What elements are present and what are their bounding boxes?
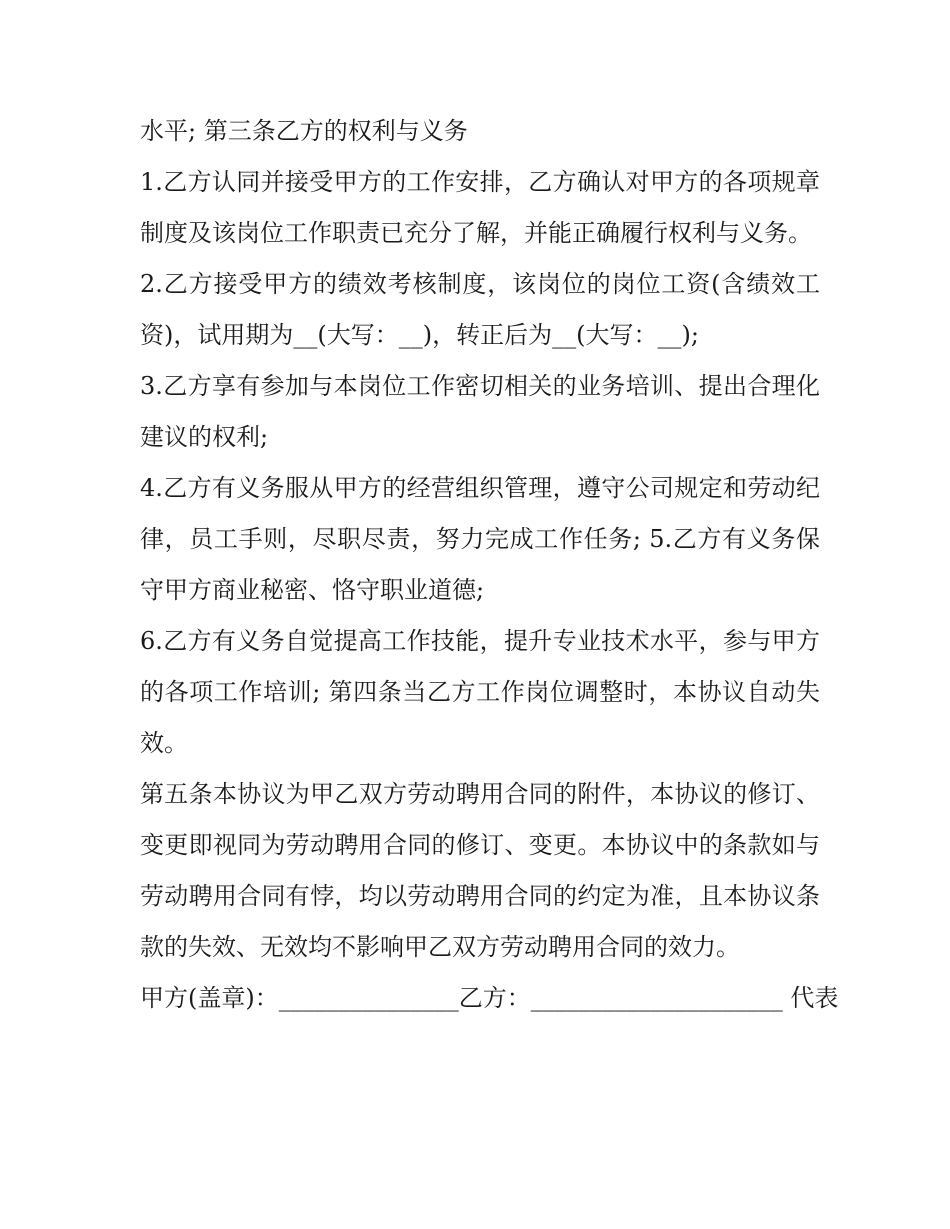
party-a-blank: _______________ — [278, 984, 459, 1012]
document-body — [140, 106, 839, 1024]
paragraph-intro: 水平; 第三条乙方的权利与义务 — [140, 117, 468, 145]
party-a-label: 甲方(盖章)： — [140, 984, 279, 1012]
paragraph-clause-3: 3.乙方享有参加与本岗位工作密切相关的业务培训、提出合理化建议的权利; — [140, 372, 820, 451]
paragraph-clause-1: 1.乙方认同并接受甲方的工作安排，乙方确认对甲方的各项规章制度及该岗位工作职责已充分了解，并能正确履行权利与义务。 — [140, 168, 820, 247]
representative-label: 代表 — [782, 984, 839, 1012]
paragraph-article-5: 第五条本协议为甲乙双方劳动聘用合同的附件，本协议的修订、变更即视同为劳动聘用合同的修订、变更。本协议中的条款如与劳动聘用合同有悖，均以劳动聘用合同的约定为准，且本协议条款的失效、无效均不影响甲乙双方劳动聘用合同的效力。 — [140, 780, 820, 961]
paragraph-clause-6: 6.乙方有义务自觉提高工作技能，提升专业技术水平，参与甲方的各项工作培训; 第四条当乙方工作岗位调整时，本协议自动失效。 — [140, 627, 820, 757]
signature-line — [140, 973, 839, 1024]
party-b-label: 乙方： — [458, 984, 531, 1012]
paragraph-clause-4-5: 4.乙方有义务服从甲方的经营组织管理，遵守公司规定和劳动纪律，员工手则，尽职尽责，努力完成工作任务; 5.乙方有义务保守甲方商业秘密、恪守职业道德; — [140, 474, 820, 604]
party-b-blank: _____________________ — [530, 984, 783, 1012]
paragraph-clause-2: 2.乙方接受甲方的绩效考核制度，该岗位的岗位工资(含绩效工资)，试用期为__(大写：__)，转正后为__(大写：__); — [140, 270, 820, 349]
